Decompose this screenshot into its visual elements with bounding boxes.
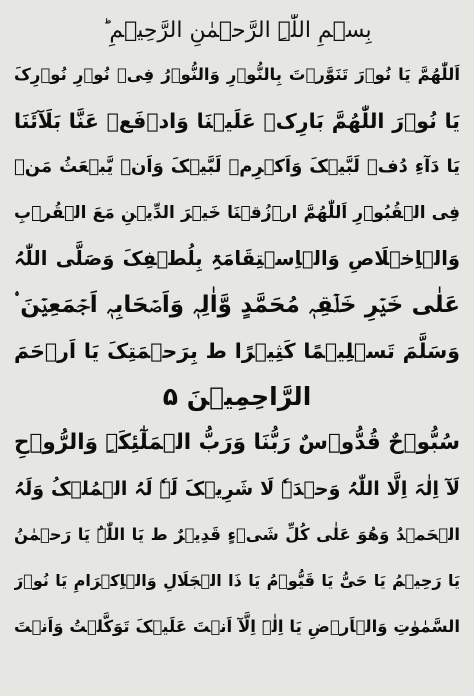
text-line-9: سُبُّوۡحٌ قُدُّوۡسٌ رَبُّنَا وَرَبُّ الۡمَلٰٓئِکَۃِ وَالرُّوۡحِ [14,430,460,455]
text-line-13: السَّمٰوٰتِ وَالۡاَرۡضِ یَا اِلٰہَ اِلَّآ اَنۡتَ عَلَیۡکَ تَوَکَّلۡتُ وَاَنۡتَ [14,617,460,636]
text-line-7: وَسَلَّمَ تَسۡلِیۡمًا کَثِیۡرًا ط بِرَحۡمَتِکَ یَا اَرۡحَمَ [14,339,460,363]
text-line-1: اَللّٰھُمَّ یَا نُوۡرَ تَنَوَّرۡتَ بِالنُّوۡرِ وَالنُّوۡرُ فِیۡ نُوۡرِ نُوۡرِکَ [14,65,460,84]
text-line-8: الرَّاحِمِیۡنَ ۵ [162,382,312,411]
text-line-3: یَا دَآءِ دُفۡ لَبَّیۡکَ وَاَکۡرِمۡ لَبَّیۡکَ وَاَنۡ یَّبۡعَثُ مَنۡ [14,156,460,177]
text-line-6: عَلٰی خَیۡرِ خَلۡقِہٖ مُحَمَّدٍ وَّاٰلِہٖ وَاَصۡحَابِہٖ اَجۡمَعِیۡنَ ۟ [14,292,460,318]
text-line-2: یَا نُوۡرَ اللّٰھُمَّ بَارِکۡ عَلَیۡنَا وَادۡفَعۡ عَنَّا بَلَآئَنَا [14,109,460,133]
text-line-5: وَالۡاِخۡلَاصِ وَالۡاِسۡتِقَامَۃِ بِلُطۡفِکَ وَصَلَّی اللّٰہُ [14,247,460,270]
text-line-10: لَآ اِلٰہَ اِلَّا اللّٰہُ وَحۡدَہٗ لَا شَرِیۡکَ لَہٗ لَہُ الۡمُلۡکُ وَلَہُ [14,478,460,500]
basmala-heading: بِسۡمِ اللّٰہِ الرَّحۡمٰنِ الرَّحِیۡمِ ؕ [102,18,372,43]
text-line-11: الۡحَمۡدُ وَھُوَ عَلٰی کُلِّ شَیۡءٍ قَدِیۡرٌ ط یَا اللّٰہُ یَا رَحۡمٰنُ [14,525,460,544]
text-line-4: فِی الۡقُبُوۡرِ اَللّٰھُمَّ ارۡزُقۡنَا خَیۡرَ الدِّیۡنِ مَعَ الۡقُرۡبِ [14,203,460,223]
text-line-12: یَا رَحِیۡمُ یَا حَیُّ یَا قَیُّوۡمُ یَا ذَا الۡجَلَالِ وَالۡاِکۡرَامِ یَا نُوۡرَ [14,571,460,590]
